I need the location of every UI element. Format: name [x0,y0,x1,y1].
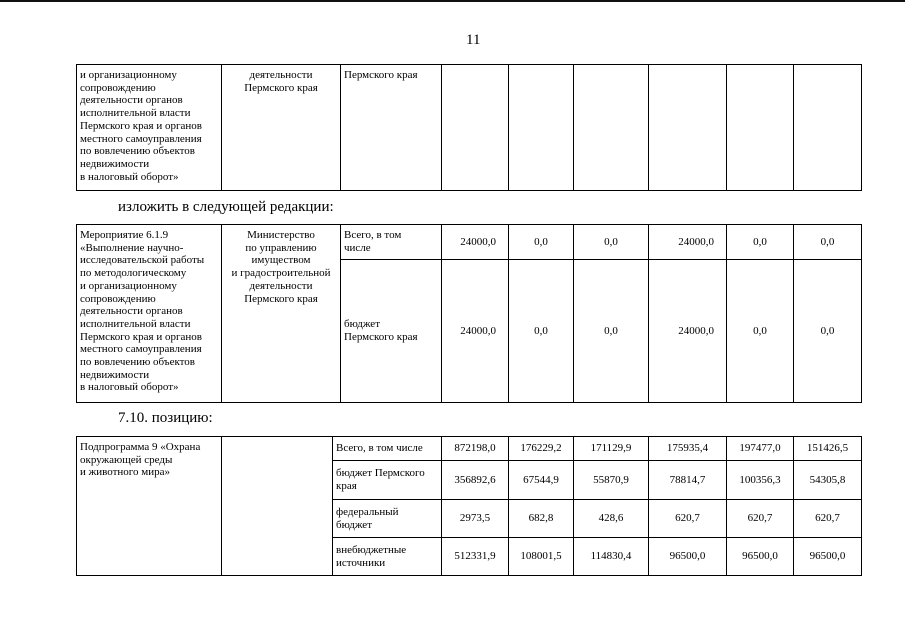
text-line: Пермского края [344,331,418,343]
funding-source-cell [333,500,442,538]
value-cell: 0,0 [794,225,862,260]
value-cell: 108001,5 [509,538,574,576]
text-line: окружающей среды [80,453,173,466]
event-description-cell [77,225,222,403]
text-line: по методологическому [80,267,187,280]
value-cell: 512331,9 [442,538,509,576]
funding-source-cell [341,65,442,191]
text-line: бюджет [344,318,380,331]
text-line: по управлению [245,241,317,254]
text-line: деятельности [249,69,313,81]
event-description-cell [77,65,222,191]
text-line: недвижимости [80,157,150,170]
text-line: края [336,480,357,492]
value-cell: 96500,0 [649,538,727,576]
funding-source-cell [333,538,442,576]
value-cell: 0,0 [727,225,794,260]
funding-source-cell [333,461,442,500]
value-cell: 620,7 [649,500,727,538]
text-line: бюджет [336,518,372,531]
text-line: деятельности органов [80,94,183,107]
table-row [77,225,862,260]
section-heading-position: 7.10. позицию: [118,410,213,426]
section-heading-replace: изложить в следующей редакции: [118,199,334,215]
text-line: по вовлечению объектов [80,145,196,158]
text-line: внебюджетные [336,543,407,556]
value-cell: 114830,4 [574,538,649,576]
value-cell: 2973,5 [442,500,509,538]
table-subprogram [76,436,862,576]
table-row [77,437,862,461]
funding-source-cell [333,437,442,461]
text-line: в налоговый оборот» [80,170,179,183]
value-cell: 428,6 [574,500,649,538]
value-cell: 620,7 [727,500,794,538]
value-cell [727,65,794,191]
text-line: недвижимости [80,368,150,381]
text-line: по вовлечению объектов [80,356,196,369]
text-line: исполнительной власти [80,107,191,120]
value-cell: 0,0 [574,260,649,403]
value-cell: 175935,4 [649,437,727,461]
table-continuation [76,64,862,191]
text-line: местного самоуправления [80,132,202,145]
text-line: Пермского края [344,69,418,81]
text-line: местного самоуправления [80,343,202,356]
value-cell: 24000,0 [649,260,727,403]
text-line: имуществом [251,254,311,267]
text-line: деятельности [249,279,313,292]
value-cell: 78814,7 [649,461,727,500]
text-line: Пермского края [244,292,318,305]
text-line: деятельности органов [80,305,183,318]
value-cell: 54305,8 [794,461,862,500]
text-line: Подпрограмма 9 «Охрана [80,441,201,453]
page-number: 11 [466,32,481,48]
value-cell [649,65,727,191]
value-cell: 0,0 [574,225,649,260]
value-cell: 96500,0 [794,538,862,576]
value-cell [442,65,509,191]
value-cell: 176229,2 [509,437,574,461]
value-cell: 24000,0 [442,225,509,260]
table-new-edition [76,224,862,403]
text-line: «Выполнение научно- [80,241,184,254]
text-line: и организационному [80,69,177,81]
text-line: бюджет Пермского [336,467,425,480]
value-cell: 96500,0 [727,538,794,576]
value-cell: 24000,0 [649,225,727,260]
text-line: числе [344,242,371,254]
text-line: Пермского края и органов [80,330,202,343]
text-line: исполнительной власти [80,317,191,330]
text-line: источники [336,556,386,569]
value-cell [794,65,862,191]
executor-cell [222,65,341,191]
text-line: сопровождению [80,292,156,305]
text-line: сопровождению [80,81,156,94]
text-line: в налоговый оборот» [80,381,179,394]
text-line: Пермского края и органов [80,119,202,132]
funding-source-cell [341,225,442,260]
text-line: и градостроительной [231,267,331,280]
text-line: исследовательской работы [80,254,205,267]
funding-source-cell [341,260,442,403]
text-line: и животного мира» [80,466,171,479]
value-cell: 100356,3 [727,461,794,500]
value-cell: 197477,0 [727,437,794,461]
value-cell: 67544,9 [509,461,574,500]
text-line: Всего, в том числе [336,442,423,455]
value-cell: 0,0 [509,260,574,403]
executor-cell [222,225,341,403]
value-cell: 0,0 [794,260,862,403]
text-line: федеральный [336,505,399,518]
executor-cell [222,437,333,576]
value-cell: 151426,5 [794,437,862,461]
value-cell: 55870,9 [574,461,649,500]
value-cell [574,65,649,191]
value-cell: 24000,0 [442,260,509,403]
value-cell: 620,7 [794,500,862,538]
value-cell: 171129,9 [574,437,649,461]
value-cell: 356892,6 [442,461,509,500]
value-cell: 0,0 [727,260,794,403]
subprogram-name-cell [77,437,222,576]
text-line: Мероприятие 6.1.9 [80,229,169,241]
text-line: Всего, в том [344,229,402,242]
text-line: и организационному [80,279,177,292]
text-line: Пермского края [244,81,318,94]
value-cell: 682,8 [509,500,574,538]
top-border-line [0,0,905,2]
table-row [77,65,862,191]
value-cell: 0,0 [509,225,574,260]
value-cell [509,65,574,191]
text-line: Министерство [247,229,315,241]
value-cell: 872198,0 [442,437,509,461]
